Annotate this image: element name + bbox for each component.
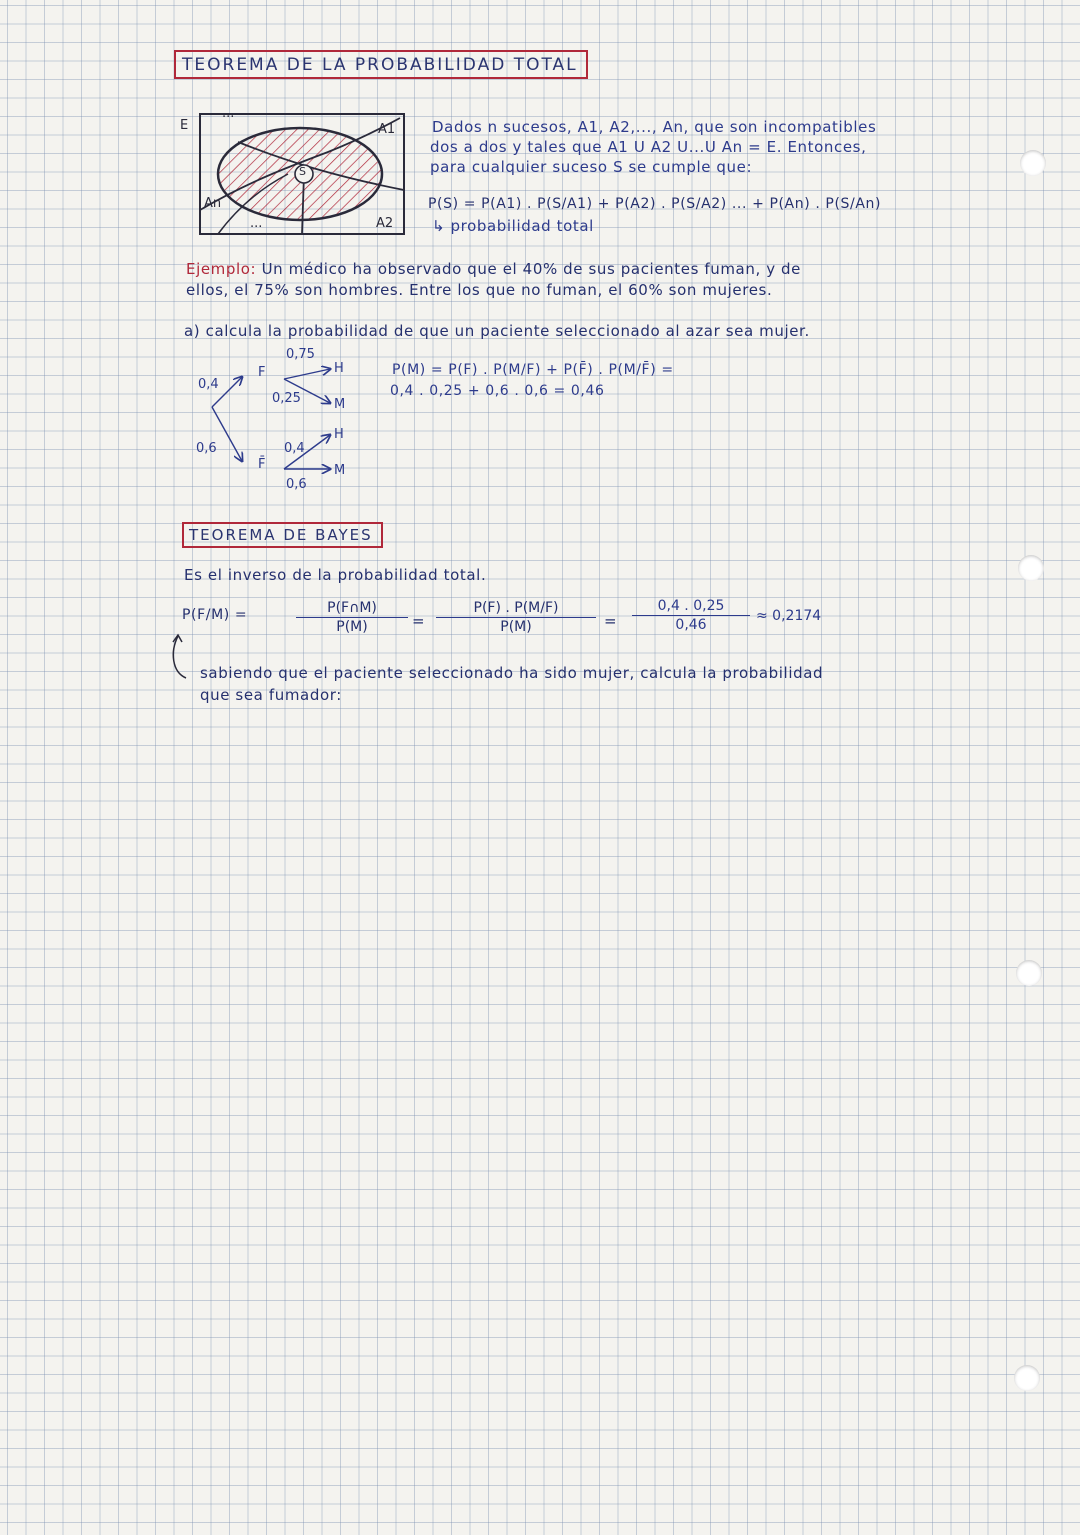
binder-hole-2 [1018,555,1044,581]
tree-node-f: F [258,365,266,380]
binder-hole-3 [1016,960,1042,986]
tree-leaf-h2: H [334,427,344,442]
question-a: a) calcula la probabilidad de que un paciente seleccionado al azar sea mujer. [184,322,810,340]
bayes-approx: ≈ 0,2174 [756,608,822,624]
bayes-lhs: P(F/M) = [182,607,248,623]
statement-line-2: dos a dos y tales que A1 U A2 U...U An = E. Entonces, [430,138,867,156]
section-title-bayes: TEOREMA DE BAYES [182,522,383,548]
example-line-1 [186,260,801,278]
bayes-eq-1: = [412,612,425,630]
diagram-dots-top: ... [222,106,235,121]
answer-line-1: P(M) = P(F) . P(M/F) + P(F̄) . P(M/F̄) = [392,362,674,378]
example-line-2: ellos, el 75% son hombres. Entre los que no fuman, el 60% son mujeres. [186,281,773,299]
bayes-fraction-1-num: P(F∩M) [327,600,377,616]
statement-line-1: Dados n sucesos, A1, A2,..., An, que son incompatibles [432,118,877,136]
bayes-fraction-2-den: P(M) [500,619,532,635]
bayes-intro: Es el inverso de la probabilidad total. [184,566,487,584]
answer-line-2: 0,4 . 0,25 + 0,6 . 0,6 = 0,46 [390,383,605,399]
partition-diagram-drawing [178,112,408,238]
total-probability-formula: P(S) = P(A1) . P(S/A1) + P(A2) . P(S/A2) ... + P(An) . P(S/An) [428,196,882,212]
bayes-fraction-2 [436,600,596,635]
example-label: Ejemplo: [186,260,257,278]
bayes-fraction-3-num: 0,4 . 0,25 [657,598,725,614]
binder-hole-1 [1020,150,1046,176]
diagram-label-a2: A2 [376,216,394,231]
tree-prob-m-given-not-f: 0,6 [286,477,307,492]
tree-prob-h-given-not-f: 0,4 [284,441,305,456]
diagram-dots-bottom: ... [250,216,263,231]
statement-line-3: para cualquier suceso S se cumple que: [430,158,753,176]
formula-note: ↳ probabilidad total [432,217,594,235]
diagram-label-a1: A1 [378,122,396,137]
diagram-label-an: An [204,196,222,211]
tree-leaf-m1: M [334,397,346,412]
tree-prob-f: 0,4 [198,377,219,392]
bayes-note-line-1: sabiendo que el paciente seleccionado ha sido mujer, calcula la probabilidad [200,664,824,682]
diagram-label-e: E [180,118,189,133]
bayes-eq-2: = [604,612,617,630]
probability-tree [190,345,370,495]
partition-diagram [178,106,408,238]
section-title-total-probability: TEOREMA DE LA PROBABILIDAD TOTAL [174,50,588,79]
binder-hole-4 [1014,1365,1040,1391]
example-text-1: Un médico ha observado que el 40% de sus pacientes fuman, y de [261,260,801,278]
tree-prob-m-given-f: 0,25 [272,391,301,406]
tree-node-not-f: F̄ [258,457,266,472]
bayes-fraction-2-num: P(F) . P(M/F) [473,600,559,616]
tree-leaf-h1: H [334,361,344,376]
bayes-fraction-3 [632,598,750,633]
tree-prob-not-f: 0,6 [196,441,217,456]
bayes-note-line-2: que sea fumador: [200,686,342,704]
bayes-fraction-1 [296,600,408,635]
tree-leaf-m2: M [334,463,346,478]
diagram-label-s: S [299,165,306,178]
bayes-fraction-3-den: 0,46 [675,617,707,633]
bayes-fraction-1-den: P(M) [336,619,368,635]
note-arrow [168,632,198,682]
tree-prob-h-given-f: 0,75 [286,347,315,362]
